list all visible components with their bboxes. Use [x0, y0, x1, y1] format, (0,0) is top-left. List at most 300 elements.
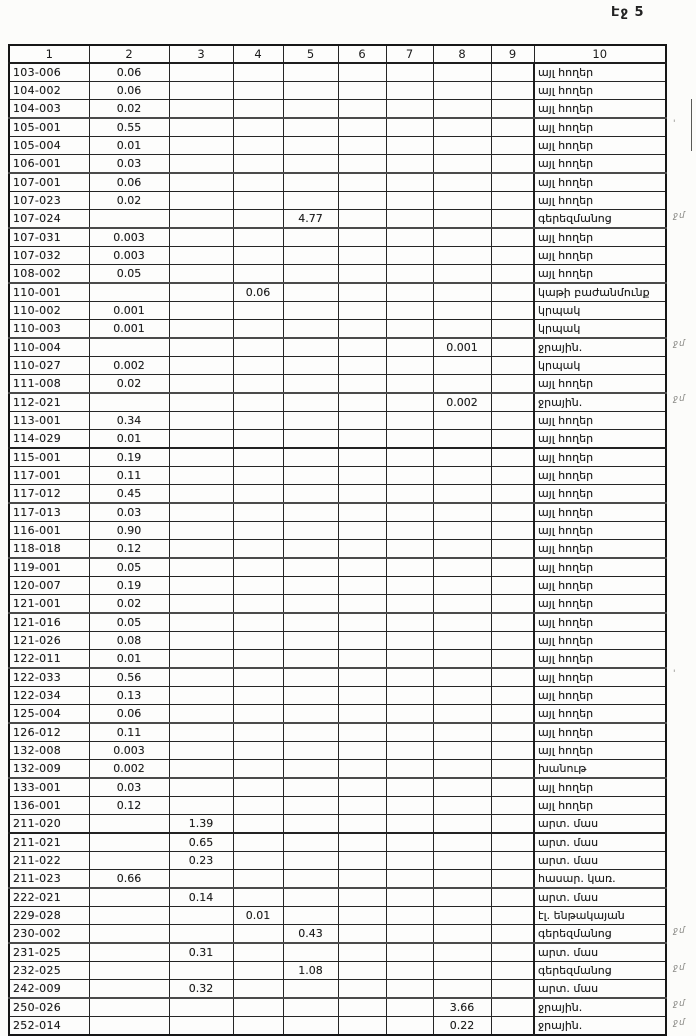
- cell-area-value: [233, 118, 283, 137]
- cell-landuse-label: այլ հողեր: [534, 668, 666, 687]
- cell-area-value: [491, 687, 534, 705]
- cell-area-value: [338, 742, 386, 760]
- cell-area-value: 0.003: [89, 247, 169, 265]
- cell-parcel-code: 250-026: [9, 998, 89, 1017]
- cell-area-value: [283, 228, 338, 247]
- cell-area-value: [433, 192, 491, 210]
- cell-area-value: [491, 265, 534, 284]
- cell-area-value: 0.06: [233, 283, 283, 302]
- cell-area-value: [338, 632, 386, 650]
- cell-area-value: [233, 980, 283, 999]
- cell-area-value: 0.03: [89, 155, 169, 174]
- cell-parcel-code: 105-004: [9, 137, 89, 155]
- cell-area-value: [386, 320, 433, 339]
- cell-area-value: [491, 503, 534, 522]
- cell-area-value: [283, 375, 338, 394]
- cell-area-value: [491, 833, 534, 852]
- cell-parcel-code: 113-001: [9, 412, 89, 430]
- cell-area-value: [169, 357, 233, 375]
- cell-area-value: [433, 907, 491, 925]
- cell-area-value: [338, 962, 386, 980]
- table-row: [9, 540, 666, 559]
- cell-area-value: [233, 577, 283, 595]
- cell-area-value: [283, 852, 338, 870]
- cell-parcel-code: 242-009: [9, 980, 89, 999]
- cell-area-value: 0.06: [89, 705, 169, 724]
- cell-parcel-code: 114-029: [9, 430, 89, 449]
- cell-area-value: [233, 558, 283, 577]
- cell-parcel-code: 107-024: [9, 210, 89, 229]
- cell-landuse-label: այլ հողեր: [534, 155, 666, 174]
- cell-area-value: [233, 100, 283, 119]
- cell-area-value: [491, 760, 534, 779]
- cell-area-value: [386, 210, 433, 229]
- cell-landuse-label: այլ հողեր: [534, 632, 666, 650]
- table-row: [9, 815, 666, 834]
- table-row: [9, 632, 666, 650]
- table-row: [9, 962, 666, 980]
- cell-area-value: 0.13: [89, 687, 169, 705]
- cell-area-value: [386, 302, 433, 320]
- cell-area-value: [338, 833, 386, 852]
- cell-parcel-code: 211-020: [9, 815, 89, 834]
- header-cell: 6: [338, 45, 386, 63]
- cell-area-value: 0.31: [169, 943, 233, 962]
- cell-landuse-label: ջրային.: [534, 998, 666, 1017]
- cell-area-value: [433, 888, 491, 907]
- cell-area-value: [89, 998, 169, 1017]
- cell-area-value: [283, 558, 338, 577]
- cell-area-value: [233, 522, 283, 540]
- cell-area-value: [283, 357, 338, 375]
- cell-area-value: [338, 485, 386, 504]
- cell-area-value: [169, 797, 233, 815]
- cell-landuse-label: այլ հողեր: [534, 192, 666, 210]
- cell-area-value: [491, 522, 534, 540]
- cell-area-value: [233, 998, 283, 1017]
- cell-area-value: [283, 265, 338, 284]
- cell-area-value: [169, 448, 233, 467]
- cell-landuse-label: այլ հողեր: [534, 650, 666, 669]
- cell-landuse-label: արտ. մաս: [534, 888, 666, 907]
- cell-landuse-label: հասար. կառ.: [534, 870, 666, 889]
- table-row: [9, 320, 666, 339]
- cell-landuse-label: էլ. ենթակայան: [534, 907, 666, 925]
- cell-area-value: [386, 357, 433, 375]
- cell-area-value: [491, 998, 534, 1017]
- cell-area-value: [338, 797, 386, 815]
- cell-landuse-label: այլ հողեր: [534, 467, 666, 485]
- cell-area-value: [386, 82, 433, 100]
- cell-area-value: [283, 595, 338, 614]
- cell-area-value: [283, 118, 338, 137]
- cell-area-value: 0.12: [89, 540, 169, 559]
- cell-parcel-code: 111-008: [9, 375, 89, 394]
- cell-area-value: [491, 595, 534, 614]
- cell-area-value: [283, 797, 338, 815]
- cell-area-value: [233, 943, 283, 962]
- cell-area-value: [386, 485, 433, 504]
- cell-area-value: [433, 852, 491, 870]
- cell-area-value: [283, 668, 338, 687]
- cell-landuse-label: այլ հողեր: [534, 137, 666, 155]
- cell-area-value: [386, 192, 433, 210]
- cell-area-value: 0.19: [89, 577, 169, 595]
- cell-area-value: [169, 632, 233, 650]
- cell-area-value: [386, 907, 433, 925]
- cell-area-value: [169, 485, 233, 504]
- table-row: [9, 522, 666, 540]
- cell-area-value: [491, 100, 534, 119]
- cell-area-value: [386, 815, 433, 834]
- cell-area-value: [338, 723, 386, 742]
- margin-pencil-annotation: ջմ: [673, 211, 686, 221]
- table-row: [9, 760, 666, 779]
- cell-landuse-label: արտ. մաս: [534, 815, 666, 834]
- table-row: [9, 430, 666, 449]
- cell-area-value: [491, 357, 534, 375]
- cell-area-value: [433, 760, 491, 779]
- cell-area-value: [491, 485, 534, 504]
- cell-area-value: [169, 1017, 233, 1036]
- header-cell: 5: [283, 45, 338, 63]
- cell-area-value: [386, 137, 433, 155]
- cell-area-value: [169, 155, 233, 174]
- cell-area-value: [169, 247, 233, 265]
- cell-area-value: [491, 412, 534, 430]
- cell-parcel-code: 107-023: [9, 192, 89, 210]
- cell-area-value: [169, 907, 233, 925]
- cell-area-value: [338, 338, 386, 357]
- cell-area-value: [338, 980, 386, 999]
- table-row: [9, 63, 666, 82]
- cell-area-value: [283, 613, 338, 632]
- cell-area-value: [433, 448, 491, 467]
- cell-area-value: [89, 1017, 169, 1036]
- cell-area-value: [283, 650, 338, 669]
- cell-area-value: [283, 705, 338, 724]
- cell-area-value: [491, 943, 534, 962]
- cell-area-value: 0.14: [169, 888, 233, 907]
- cell-parcel-code: 126-012: [9, 723, 89, 742]
- cell-area-value: [89, 833, 169, 852]
- cell-area-value: [169, 723, 233, 742]
- cell-area-value: [283, 1017, 338, 1036]
- cell-area-value: [283, 742, 338, 760]
- table-row: [9, 173, 666, 192]
- cell-area-value: 0.22: [433, 1017, 491, 1036]
- table-row: [9, 485, 666, 504]
- cell-area-value: [338, 467, 386, 485]
- cell-area-value: [283, 632, 338, 650]
- cell-landuse-label: արտ. մաս: [534, 852, 666, 870]
- cell-landuse-label: խանութ: [534, 760, 666, 779]
- cell-landuse-label: ջրային.: [534, 1017, 666, 1036]
- table-row: [9, 687, 666, 705]
- cell-parcel-code: 106-001: [9, 155, 89, 174]
- cell-landuse-label: այլ հողեր: [534, 375, 666, 394]
- cell-area-value: [169, 558, 233, 577]
- cell-area-value: [233, 137, 283, 155]
- cell-area-value: [283, 82, 338, 100]
- cell-area-value: [491, 228, 534, 247]
- cell-area-value: [283, 393, 338, 412]
- cell-area-value: [89, 852, 169, 870]
- cell-landuse-label: այլ հողեր: [534, 448, 666, 467]
- cell-area-value: [338, 82, 386, 100]
- cell-parcel-code: 132-008: [9, 742, 89, 760]
- header-cell: 1: [9, 45, 89, 63]
- cell-area-value: [386, 1017, 433, 1036]
- cell-area-value: [386, 228, 433, 247]
- cell-area-value: [386, 265, 433, 284]
- cell-area-value: [338, 320, 386, 339]
- cell-area-value: [386, 943, 433, 962]
- cell-parcel-code: 121-016: [9, 613, 89, 632]
- cell-parcel-code: 112-021: [9, 393, 89, 412]
- cell-parcel-code: 232-025: [9, 962, 89, 980]
- cell-area-value: [338, 430, 386, 449]
- cell-area-value: [89, 210, 169, 229]
- cell-area-value: [386, 760, 433, 779]
- cell-area-value: [233, 833, 283, 852]
- cell-area-value: [491, 155, 534, 174]
- cell-area-value: [338, 375, 386, 394]
- cell-area-value: [386, 173, 433, 192]
- cell-area-value: [89, 980, 169, 999]
- table-row: [9, 797, 666, 815]
- cell-area-value: [433, 412, 491, 430]
- cell-area-value: [433, 797, 491, 815]
- table-row: [9, 833, 666, 852]
- cell-landuse-label: այլ հողեր: [534, 228, 666, 247]
- parcel-table: [8, 44, 667, 1036]
- cell-area-value: 0.02: [89, 100, 169, 119]
- cell-landuse-label: արտ. մաս: [534, 980, 666, 999]
- cell-area-value: 0.003: [89, 228, 169, 247]
- cell-area-value: [89, 393, 169, 412]
- table-row: [9, 668, 666, 687]
- table-row: [9, 412, 666, 430]
- cell-landuse-label: այլ հողեր: [534, 577, 666, 595]
- cell-landuse-label: արտ. մաս: [534, 833, 666, 852]
- cell-area-value: [386, 412, 433, 430]
- cell-area-value: [89, 815, 169, 834]
- cell-parcel-code: 211-021: [9, 833, 89, 852]
- cell-landuse-label: այլ հողեր: [534, 723, 666, 742]
- table-row: [9, 100, 666, 119]
- cell-area-value: [433, 173, 491, 192]
- cell-area-value: [338, 668, 386, 687]
- cell-area-value: [338, 595, 386, 614]
- cell-area-value: [233, 338, 283, 357]
- cell-area-value: [491, 852, 534, 870]
- cell-area-value: [491, 797, 534, 815]
- cell-area-value: [386, 632, 433, 650]
- cell-area-value: [386, 448, 433, 467]
- cell-area-value: [433, 540, 491, 559]
- cell-area-value: [386, 852, 433, 870]
- cell-area-value: [233, 595, 283, 614]
- cell-area-value: [491, 815, 534, 834]
- cell-area-value: [169, 998, 233, 1017]
- cell-area-value: [491, 210, 534, 229]
- scan-artifact-line: [691, 99, 692, 151]
- cell-area-value: [233, 723, 283, 742]
- cell-area-value: 0.02: [89, 375, 169, 394]
- cell-area-value: [433, 687, 491, 705]
- margin-pencil-annotation: ջմ: [673, 999, 686, 1009]
- cell-landuse-label: այլ հողեր: [534, 742, 666, 760]
- cell-area-value: [233, 173, 283, 192]
- cell-area-value: [386, 998, 433, 1017]
- cell-area-value: 0.002: [89, 357, 169, 375]
- cell-area-value: [169, 210, 233, 229]
- cell-area-value: [338, 998, 386, 1017]
- table-row: [9, 980, 666, 999]
- cell-area-value: [233, 925, 283, 944]
- cell-area-value: [433, 302, 491, 320]
- cell-area-value: [433, 668, 491, 687]
- cell-area-value: [386, 100, 433, 119]
- cell-area-value: 0.11: [89, 467, 169, 485]
- cell-landuse-label: կաթի բաժանմունք: [534, 283, 666, 302]
- cell-area-value: [338, 247, 386, 265]
- cell-area-value: [283, 173, 338, 192]
- cell-area-value: [89, 338, 169, 357]
- cell-area-value: [386, 962, 433, 980]
- cell-area-value: [338, 192, 386, 210]
- table-row: [9, 852, 666, 870]
- cell-area-value: [169, 393, 233, 412]
- cell-area-value: [169, 118, 233, 137]
- cell-area-value: [169, 577, 233, 595]
- cell-parcel-code: 110-002: [9, 302, 89, 320]
- cell-area-value: [338, 925, 386, 944]
- cell-parcel-code: 122-034: [9, 687, 89, 705]
- cell-area-value: [338, 228, 386, 247]
- cell-area-value: [283, 833, 338, 852]
- cell-area-value: [89, 962, 169, 980]
- cell-parcel-code: 105-001: [9, 118, 89, 137]
- cell-landuse-label: այլ հողեր: [534, 63, 666, 82]
- cell-area-value: [433, 320, 491, 339]
- cell-area-value: [338, 173, 386, 192]
- cell-area-value: [283, 320, 338, 339]
- cell-parcel-code: 107-031: [9, 228, 89, 247]
- cell-area-value: [491, 283, 534, 302]
- cell-landuse-label: այլ հողեր: [534, 82, 666, 100]
- cell-landuse-label: կրպակ: [534, 302, 666, 320]
- cell-area-value: [233, 687, 283, 705]
- cell-area-value: [433, 558, 491, 577]
- cell-area-value: [169, 870, 233, 889]
- cell-area-value: [233, 962, 283, 980]
- cell-area-value: [169, 338, 233, 357]
- cell-area-value: [169, 778, 233, 797]
- cell-area-value: [433, 283, 491, 302]
- cell-area-value: [89, 888, 169, 907]
- table-row: [9, 118, 666, 137]
- cell-area-value: [491, 925, 534, 944]
- cell-parcel-code: 231-025: [9, 943, 89, 962]
- cell-area-value: 0.05: [89, 558, 169, 577]
- cell-landuse-label: կրպակ: [534, 320, 666, 339]
- cell-area-value: [386, 595, 433, 614]
- cell-area-value: [338, 852, 386, 870]
- cell-landuse-label: այլ հողեր: [534, 613, 666, 632]
- cell-area-value: [169, 595, 233, 614]
- table-row: [9, 705, 666, 724]
- table-row: [9, 1017, 666, 1036]
- cell-area-value: [233, 815, 283, 834]
- cell-area-value: [338, 265, 386, 284]
- cell-parcel-code: 230-002: [9, 925, 89, 944]
- cell-area-value: [233, 797, 283, 815]
- cell-parcel-code: 252-014: [9, 1017, 89, 1036]
- cell-area-value: [169, 742, 233, 760]
- cell-area-value: [491, 430, 534, 449]
- cell-area-value: [233, 192, 283, 210]
- cell-area-value: [433, 467, 491, 485]
- cell-area-value: 0.002: [89, 760, 169, 779]
- header-cell: 7: [386, 45, 433, 63]
- cell-area-value: [433, 650, 491, 669]
- cell-area-value: 0.03: [89, 778, 169, 797]
- cell-area-value: [169, 925, 233, 944]
- cell-area-value: [169, 100, 233, 119]
- cell-area-value: [169, 540, 233, 559]
- cell-area-value: [169, 522, 233, 540]
- cell-area-value: [338, 613, 386, 632]
- cell-area-value: [169, 962, 233, 980]
- table-row: [9, 888, 666, 907]
- margin-pencil-annotation: ': [673, 669, 677, 679]
- cell-area-value: [338, 540, 386, 559]
- cell-area-value: [433, 742, 491, 760]
- cell-area-value: [338, 118, 386, 137]
- cell-landuse-label: արտ. մաս: [534, 943, 666, 962]
- cell-area-value: [169, 137, 233, 155]
- cell-area-value: [283, 485, 338, 504]
- cell-area-value: [233, 247, 283, 265]
- cell-area-value: [433, 503, 491, 522]
- cell-area-value: [283, 302, 338, 320]
- cell-parcel-code: 115-001: [9, 448, 89, 467]
- cell-area-value: 0.43: [283, 925, 338, 944]
- cell-area-value: [169, 668, 233, 687]
- cell-area-value: [491, 558, 534, 577]
- cell-area-value: 0.23: [169, 852, 233, 870]
- cell-area-value: [491, 375, 534, 394]
- cell-landuse-label: այլ հողեր: [534, 595, 666, 614]
- cell-parcel-code: 108-002: [9, 265, 89, 284]
- cell-area-value: [433, 815, 491, 834]
- cell-area-value: [491, 668, 534, 687]
- cell-parcel-code: 104-003: [9, 100, 89, 119]
- cell-landuse-label: այլ հողեր: [534, 797, 666, 815]
- cell-area-value: 0.34: [89, 412, 169, 430]
- cell-parcel-code: 110-027: [9, 357, 89, 375]
- cell-area-value: 0.32: [169, 980, 233, 999]
- cell-area-value: [491, 705, 534, 724]
- margin-pencil-annotation: ջմ: [673, 1018, 686, 1028]
- cell-area-value: [283, 412, 338, 430]
- cell-area-value: [233, 705, 283, 724]
- cell-area-value: [338, 210, 386, 229]
- cell-area-value: 0.66: [89, 870, 169, 889]
- table-row: [9, 907, 666, 925]
